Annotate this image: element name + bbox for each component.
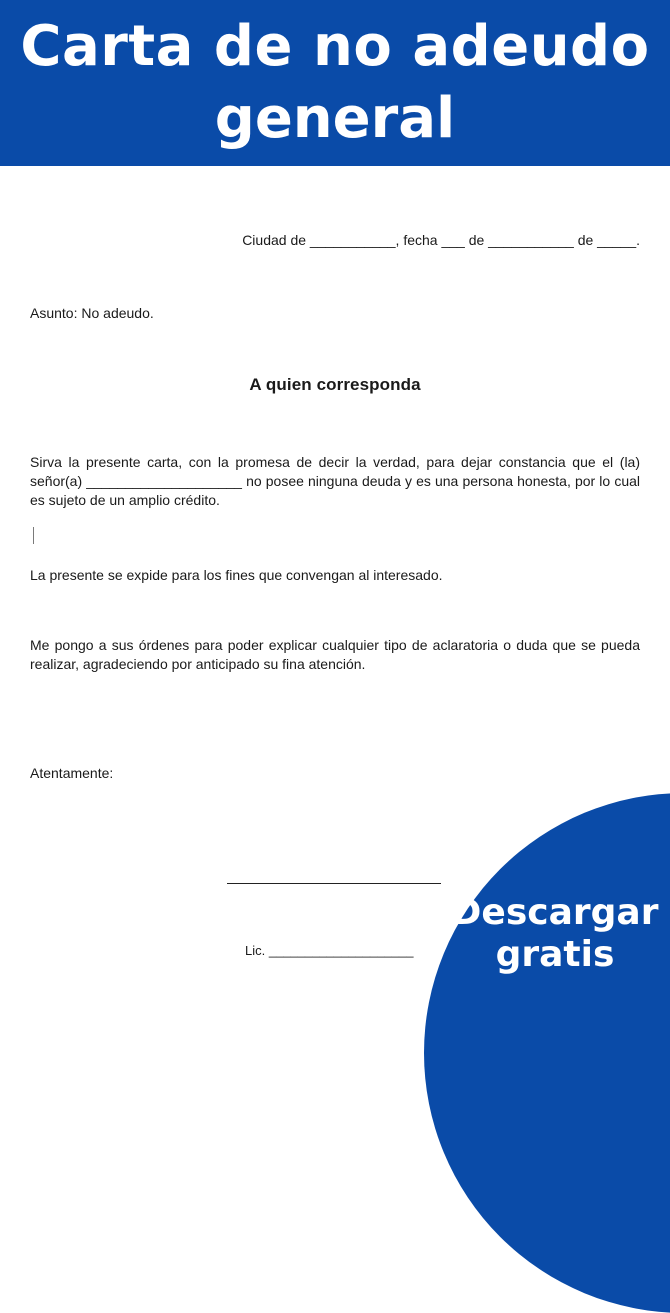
signature-line <box>227 883 441 884</box>
download-label-line1: Descargar <box>451 892 659 933</box>
letter-subject: Asunto: No adeudo. <box>30 305 154 321</box>
banner-title-line2: general <box>214 86 456 151</box>
download-button-label[interactable] <box>440 892 670 976</box>
download-badge[interactable] <box>424 793 670 1313</box>
banner-title-line1: Carta de no adeudo <box>20 14 650 79</box>
letter-paragraph-2: La presente se expide para los fines que convengan al interesado. <box>30 567 443 583</box>
download-label-line2: gratis <box>495 934 615 975</box>
signature-title: Lic. ____________________ <box>245 943 414 958</box>
letter-paragraph-1: Sirva la presente carta, con la promesa de decir la verdad, para dejar constancia que el (la) señor(a) ____________________ no posee ninguna deuda y es una persona honesta, por lo cual es sujeto de un amplio crédito. <box>30 454 640 508</box>
text-cursor <box>33 527 34 544</box>
letter-salutation: A quien corresponda <box>249 375 421 394</box>
letter-closing: Atentamente: <box>30 765 114 781</box>
letter-dateline: Ciudad de ___________, fecha ___ de ___________ de _____. <box>242 232 640 248</box>
letter-paragraph-3: Me pongo a sus órdenes para poder explicar cualquier tipo de aclaratoria o duda que se pueda realizar, agradeciendo por anticipado su fina atención. <box>30 637 640 672</box>
title-banner <box>0 0 670 166</box>
